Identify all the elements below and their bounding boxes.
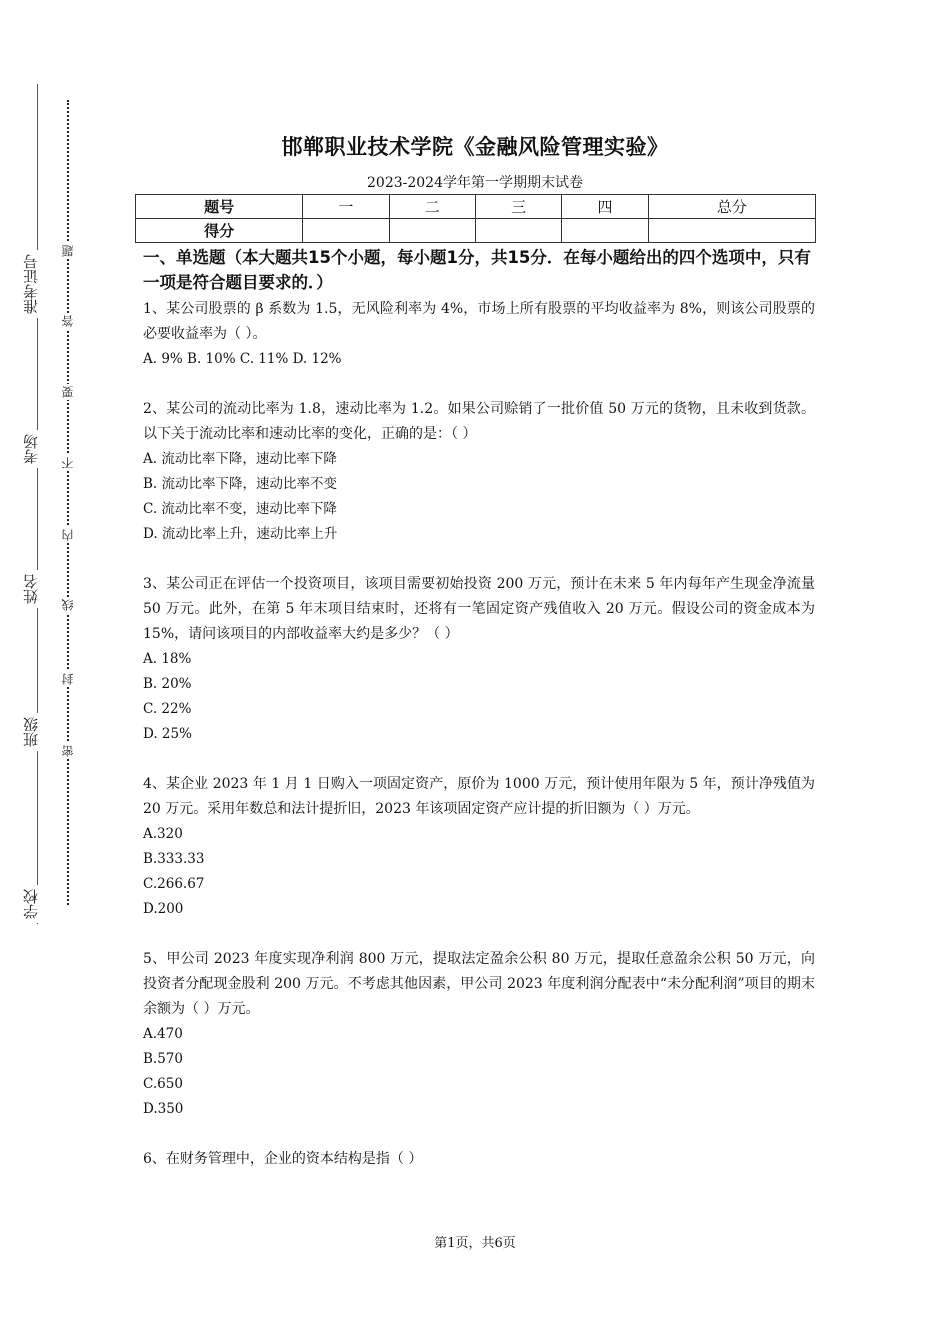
option-d: D. 25% bbox=[143, 726, 192, 742]
score-cell bbox=[562, 219, 648, 243]
question-stem: 2、某公司的流动比率为 1.8，速动比率为 1.2。如果公司赊销了一批价值 50 万元的货物，且未收到货款。以下关于流动比率和速动比率的变化，正确的是：（ ） bbox=[143, 401, 815, 442]
option-d: D.350 bbox=[143, 1101, 184, 1117]
score-table-cell: 总分 bbox=[648, 195, 815, 219]
score-cell bbox=[303, 219, 389, 243]
score-table-cell: 得分 bbox=[136, 219, 303, 243]
exam-subtitle: 2023-2024学年第一学期期末试卷 bbox=[367, 175, 583, 191]
question-stem: 5、甲公司 2023 年度实现净利润 800 万元，提取法定盈余公积 80 万元，提取任意盈余公积 50 万元，向投资者分配现金股利 200 万元。不考虑其他因素，甲公司 2023 年度利润分配表中“未分配利润”项目的期末余额为（ ）万元。 bbox=[143, 951, 815, 1017]
seal-char: 不 bbox=[61, 457, 75, 469]
score-table-header-row bbox=[136, 195, 816, 219]
score-table-cell: 一 bbox=[303, 195, 389, 219]
question-4 bbox=[143, 772, 815, 922]
binding-solid-line bbox=[37, 84, 38, 924]
option-a: A. 18% bbox=[143, 651, 192, 667]
score-table-cell: 三 bbox=[475, 195, 561, 219]
option-c: C.266.67 bbox=[143, 876, 205, 892]
option-b: B.570 bbox=[143, 1051, 183, 1067]
field-exam-id-label: 准考证号 bbox=[20, 250, 54, 318]
option-a: A.320 bbox=[143, 826, 183, 842]
option-d: D. 流动比率上升，速动比率上升 bbox=[143, 526, 338, 542]
option-c: C. 22% bbox=[143, 701, 192, 717]
score-cell bbox=[475, 219, 561, 243]
seal-char: 密 bbox=[61, 745, 75, 757]
score-cell bbox=[648, 219, 815, 243]
question-stem: 4、某企业 2023 年 1 月 1 日购入一项固定资产，原价为 1000 万元，预计使用年限为 5 年，预计净残值为 20 万元。采用年数总和法计提折旧，2023 年该项固定资产应计提的折旧额为（ ）万元。 bbox=[143, 776, 815, 817]
question-6 bbox=[143, 1147, 815, 1172]
field-name-label: 姓名 bbox=[20, 570, 54, 608]
page-number: 第1页，共6页 bbox=[434, 1236, 516, 1251]
seal-char: 题 bbox=[61, 245, 75, 257]
option-b: B. 流动比率下降，速动比率不变 bbox=[143, 476, 338, 492]
score-table-cell: 四 bbox=[562, 195, 648, 219]
question-3 bbox=[143, 572, 815, 747]
option-b: B.333.33 bbox=[143, 851, 205, 867]
option-c: C.650 bbox=[143, 1076, 183, 1092]
option-b: B. 20% bbox=[143, 676, 192, 692]
score-cell bbox=[389, 219, 475, 243]
option-d: D.200 bbox=[143, 901, 184, 917]
seal-dotted-line bbox=[67, 100, 69, 905]
question-1 bbox=[143, 297, 815, 372]
exam-content bbox=[143, 245, 815, 1197]
section-heading: 一、单选题（本大题共15个小题，每小题1分，共15分．在每小题给出的四个选项中，只有一项是符合题目要求的．） bbox=[143, 248, 811, 292]
exam-title: 邯郸职业技术学院《金融风险管理实验》 bbox=[281, 135, 669, 159]
question-5 bbox=[143, 947, 815, 1122]
option-a: A.470 bbox=[143, 1026, 183, 1042]
seal-char: 封 bbox=[61, 673, 75, 685]
question-stem: 6、在财务管理中，企业的资本结构是指（ ） bbox=[143, 1151, 423, 1167]
question-2 bbox=[143, 397, 815, 547]
score-table-score-row bbox=[136, 219, 816, 243]
seal-char: 内 bbox=[61, 529, 75, 541]
question-stem: 1、某公司股票的 β 系数为 1.5，无风险利率为 4%，市场上所有股票的平均收益率为 8%，则该公司股票的必要收益率为（ ）。 bbox=[143, 301, 815, 342]
field-school-label: 学校 bbox=[20, 885, 54, 923]
score-table bbox=[135, 194, 816, 243]
score-table-cell: 题号 bbox=[136, 195, 303, 219]
option-a: A. 流动比率下降，速动比率下降 bbox=[143, 451, 337, 467]
seal-char: 要 bbox=[61, 386, 75, 398]
binding-margin bbox=[0, 0, 110, 1344]
field-class-label: 班级 bbox=[20, 713, 54, 751]
option-c: C. 流动比率不变，速动比率下降 bbox=[143, 501, 337, 517]
seal-char: 线 bbox=[61, 599, 75, 611]
question-options: A. 9% B. 10% C. 11% D. 12% bbox=[143, 351, 342, 367]
field-exam-room-label: 考场 bbox=[20, 430, 54, 468]
question-stem: 3、某公司正在评估一个投资项目，该项目需要初始投资 200 万元，预计在未来 5 年内每年产生现金净流量 50 万元。此外，在第 5 年末项目结束时，还将有一笔固定资产残值收入 20 万元。假设公司的资金成本为 15%，请问该项目的内部收益率大约是多少？（ ） bbox=[143, 576, 815, 642]
score-table-cell: 二 bbox=[389, 195, 475, 219]
seal-char: 答 bbox=[61, 315, 75, 327]
